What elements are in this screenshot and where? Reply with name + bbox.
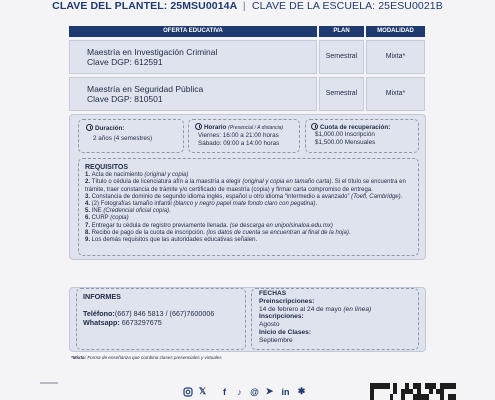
requisito-item bbox=[85, 208, 425, 215]
requisito-item bbox=[85, 179, 425, 193]
horario-text bbox=[195, 123, 299, 147]
requisito-note: (se descarga en unipolsinaloa.edu.mx) bbox=[229, 222, 333, 229]
threads-icon[interactable]: @ bbox=[250, 386, 259, 397]
qr-module bbox=[452, 394, 456, 400]
telegram-icon[interactable]: ➤ bbox=[265, 386, 274, 396]
requisito-number: 1. bbox=[85, 172, 92, 179]
table-row-program-2 bbox=[69, 77, 317, 111]
informes-block bbox=[83, 292, 214, 327]
requisito-note: (Credencial oficial copia) bbox=[103, 208, 170, 215]
duracion-title: Duración: bbox=[95, 125, 125, 132]
requisito-item bbox=[85, 215, 425, 222]
cuota-line: $1,000.00 Inscripción bbox=[315, 131, 375, 139]
clases-value: Septiembre bbox=[259, 336, 293, 344]
preinscripciones-label: Preinscripciones: bbox=[259, 297, 315, 305]
footnote-label: *Mixta: bbox=[71, 355, 87, 360]
col-header-plan: PLAN bbox=[319, 26, 364, 37]
requisito-tail: . bbox=[348, 229, 351, 236]
program-modalidad: Mixta* bbox=[366, 77, 425, 111]
clock-icon bbox=[195, 123, 202, 130]
whatsapp-value[interactable]: 6673297675 bbox=[121, 318, 162, 327]
requisito-text: Recibo de pago de la cuota de inscripción. bbox=[91, 229, 207, 236]
program-name: Maestría en Seguridad Pública bbox=[87, 84, 204, 94]
requisito-text: INE bbox=[91, 208, 104, 215]
requisito-tail: . bbox=[400, 193, 403, 200]
bluesky-icon[interactable]: ✱ bbox=[297, 386, 306, 396]
requisito-tail: . bbox=[315, 201, 318, 208]
qr-code bbox=[370, 383, 456, 400]
horario-line: Sábado: 09:00 a 14:00 horas bbox=[198, 139, 280, 147]
duracion-value: 2 años (4 semestres) bbox=[93, 135, 153, 143]
requisito-note: (blanco y negro papel mate fondo claro con pegatina) bbox=[173, 201, 316, 208]
preinscripciones-note: (en línea) bbox=[343, 305, 372, 313]
school-keys-header bbox=[0, 0, 495, 14]
requisito-number: 5. bbox=[85, 208, 92, 215]
requisito-number: 9. bbox=[85, 237, 92, 244]
cuota-line: $1,500.00 Mensuales bbox=[315, 138, 376, 146]
x-icon[interactable]: 𝕏 bbox=[198, 386, 207, 396]
requisito-number: 2. bbox=[85, 179, 92, 186]
requisito-text: Los demás requisitos que las autoridades educativas señalen. bbox=[91, 237, 258, 244]
requisito-note: (original y copia) bbox=[144, 172, 189, 179]
requisito-text: Constancia de dominio de segundo idioma inglés, español u otro idioma “intermedio a avanzado” bbox=[91, 193, 352, 200]
informes-title: INFORMES bbox=[83, 292, 121, 301]
col-header-modalidad: MODALIDAD bbox=[366, 26, 425, 37]
fechas-title: FECHAS bbox=[259, 290, 287, 297]
requisito-text: Título o cédula de licenciatura afín a la maestría a elegir bbox=[91, 179, 243, 186]
header-separator: | bbox=[242, 0, 246, 12]
inscripciones-value: Agosto bbox=[259, 321, 280, 329]
requisito-number: 6. bbox=[85, 215, 92, 222]
requisito-number: 4. bbox=[85, 201, 92, 208]
whatsapp-label: Whatsapp: bbox=[83, 318, 120, 327]
money-icon bbox=[311, 123, 318, 130]
program-name: Maestría en Investigación Criminal bbox=[87, 47, 218, 57]
requisito-text: Entregar tu cédula de registro previamente llenada. bbox=[91, 222, 230, 229]
requisito-tail: . bbox=[169, 208, 171, 215]
instagram-icon[interactable] bbox=[182, 386, 193, 397]
program-plan: Semestral bbox=[319, 40, 364, 74]
requisito-item bbox=[85, 172, 425, 179]
requisito-note: (original y copia en tamaño carta) bbox=[242, 179, 332, 186]
fechas-block bbox=[259, 290, 371, 345]
requisito-number: 3. bbox=[85, 193, 92, 200]
requisito-note: (los datos de cuenta se encuentran al final de la hoja) bbox=[206, 229, 349, 236]
cuota-text bbox=[311, 123, 419, 146]
footnote bbox=[71, 355, 222, 360]
program-clave: Clave DGP: 612591 bbox=[87, 57, 163, 67]
requisito-text: (2) Fotografías tamaño infantil bbox=[91, 201, 174, 208]
clave-escuela: CLAVE DE LA ESCUELA: 25ESU0021B bbox=[252, 0, 443, 12]
requisito-item bbox=[85, 194, 425, 201]
telefono-label: Teléfono: bbox=[83, 309, 115, 318]
table-row-program-1 bbox=[69, 40, 317, 74]
footer-divider bbox=[40, 382, 58, 384]
requisito-number: 7. bbox=[85, 222, 92, 229]
linkedin-icon[interactable]: in bbox=[281, 386, 290, 397]
requisito-note: (copia) bbox=[110, 215, 129, 222]
facebook-icon[interactable]: f bbox=[223, 386, 226, 397]
requisito-item bbox=[85, 201, 425, 208]
requisito-number: 8. bbox=[85, 229, 92, 236]
requisito-item bbox=[85, 237, 425, 244]
requisito-tail: . Si el título se encuentra en trámite, traer constancia de trámite y/o certificado de maestría (copia) y firmar carta compromiso de entrega. bbox=[85, 179, 406, 193]
col-header-oferta: OFERTA EDUCATIVA bbox=[69, 26, 317, 37]
clock-icon bbox=[86, 124, 93, 131]
program-plan: Semestral bbox=[319, 77, 364, 111]
requisito-text: Acta de nacimiento bbox=[91, 172, 145, 179]
requisitos-list bbox=[85, 164, 425, 244]
footnote-text: Forma de enseñanza que combina clases presenciales y virtuales bbox=[86, 355, 222, 360]
duracion-text bbox=[86, 124, 182, 143]
clases-label: Inicio de Clases: bbox=[259, 328, 312, 336]
requisitos-title: REQUISITOS bbox=[85, 164, 129, 171]
horario-note: (Presencial / A distancia) bbox=[228, 125, 284, 131]
program-clave: Clave DGP: 810501 bbox=[87, 94, 163, 104]
requisito-item bbox=[85, 223, 425, 230]
requisito-text: CURP bbox=[91, 215, 111, 222]
cuota-title: Cuota de recuperación: bbox=[320, 124, 391, 131]
horario-line: Viernes: 16:00 a 21:00 horas bbox=[198, 132, 279, 140]
telefono-value[interactable]: (667) 846 5813 / (667)7600006 bbox=[114, 309, 215, 318]
preinscripciones-value: 14 de febrero al 24 de mayo bbox=[259, 305, 342, 313]
requisito-item bbox=[85, 230, 425, 237]
inscripciones-label: Inscripciones: bbox=[259, 313, 304, 321]
horario-title: Horario bbox=[204, 124, 227, 131]
requisito-note: (Toefl, Cambridge) bbox=[351, 193, 401, 200]
program-modalidad: Mixta* bbox=[366, 40, 425, 74]
tiktok-icon[interactable]: ♪ bbox=[237, 386, 242, 397]
clave-plantel: CLAVE DEL PLANTEL: 25MSU0014A bbox=[52, 0, 237, 12]
